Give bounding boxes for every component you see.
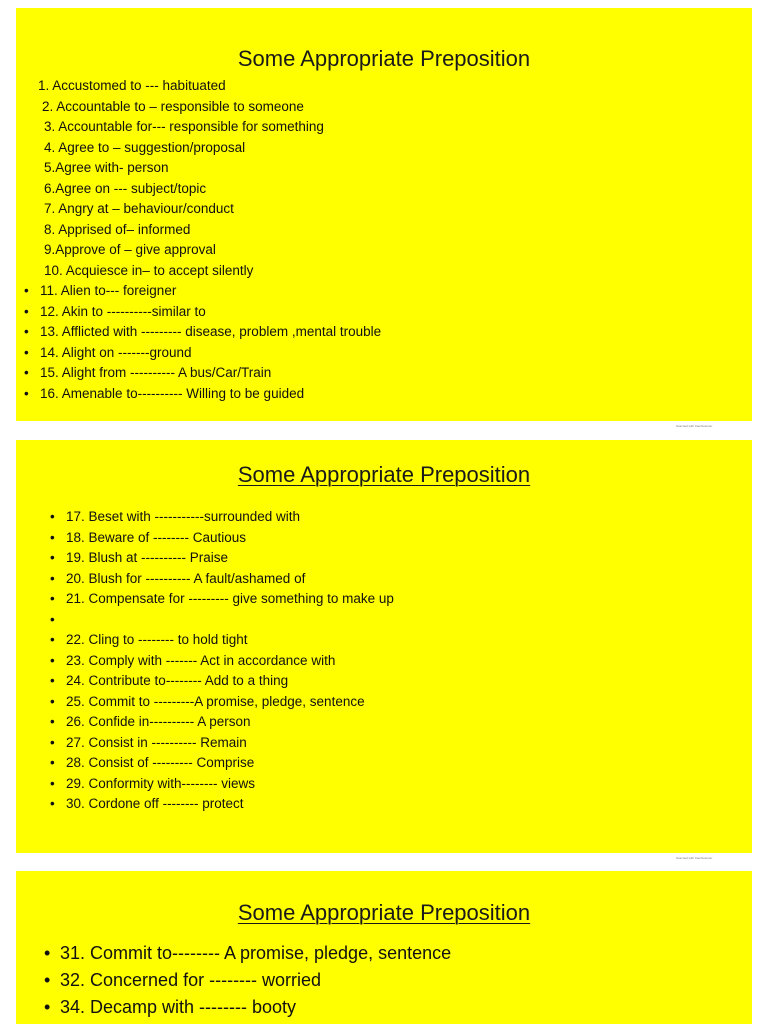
list-item: [50, 794, 394, 815]
bullet-icon: •: [50, 652, 55, 668]
bullet-icon: •: [50, 775, 55, 791]
list-item-text: 28. Consist of --------- Comprise: [66, 755, 255, 770]
list-item: [50, 630, 394, 651]
bullet-icon: •: [50, 591, 55, 606]
list-item: [12, 363, 381, 384]
list-item-text: 11. Alien to--- foreigner: [40, 283, 177, 298]
list-item-text: 22. Cling to -------- to hold tight: [66, 632, 248, 647]
list-item-text: 17. Beset with -----------surrounded with: [66, 509, 301, 524]
list-item: [50, 733, 394, 754]
list-item-text: 10. Acquiesce in– to accept silently: [44, 262, 254, 278]
bullet-icon: •: [50, 632, 55, 647]
bullet-icon: •: [24, 324, 29, 339]
list-item-text: 9.Approve of – give approval: [44, 242, 216, 257]
list-item: [50, 589, 394, 610]
list-item: [50, 753, 394, 774]
list-item: [12, 384, 381, 405]
bullet-icon: •: [50, 734, 55, 750]
bullet-icon: •: [50, 550, 55, 565]
list-item-text: 14. Alight on -------ground: [40, 344, 192, 360]
list-item: [50, 712, 394, 733]
list-item-text: 26. Confide in---------- A person: [66, 714, 251, 729]
list-item: [12, 179, 381, 200]
list-item-text: 5.Agree with- person: [44, 160, 169, 175]
list-item: [50, 692, 394, 713]
bullet-icon: •: [50, 714, 55, 729]
list-item: [12, 322, 381, 343]
list-item: [12, 117, 381, 138]
list-item-text: 34. Decamp with -------- booty: [60, 997, 297, 1017]
list-item-text: 1. Accustomed to --- habituated: [38, 78, 226, 93]
list-item-text: 21. Compensate for --------- give something to make up: [66, 591, 394, 606]
preposition-list-1: [12, 76, 381, 404]
list-item-text: 6.Agree on --- subject/topic: [44, 180, 207, 196]
bullet-icon: •: [50, 529, 55, 545]
list-item-text: 2. Accountable to – responsible to someone: [42, 98, 304, 114]
list-item-text: 19. Blush at ---------- Praise: [66, 550, 229, 565]
bullet-icon: •: [44, 943, 51, 963]
list-item: [12, 76, 381, 97]
slide-title: Some Appropriate Preposition: [237, 900, 531, 925]
bullet-icon: •: [50, 755, 55, 770]
list-item: [50, 610, 394, 631]
list-item: [12, 240, 381, 261]
list-item-text: 3. Accountable for--- responsible for something: [44, 119, 324, 134]
bullet-icon: •: [44, 997, 51, 1017]
bullet-icon: •: [24, 283, 29, 298]
list-item: [46, 994, 451, 1021]
list-item-text: 16. Amenable to---------- Willing to be guided: [40, 385, 305, 401]
list-item-text: 25. Commit to ---------A promise, pledge, sentence: [66, 693, 365, 709]
list-item-text: 7. Angry at – behaviour/conduct: [44, 201, 234, 216]
list-item: [46, 967, 451, 994]
bullet-icon: •: [50, 570, 55, 586]
list-item: [12, 302, 381, 323]
list-item: [12, 261, 381, 282]
list-item-text: 24. Contribute to-------- Add to a thing: [66, 673, 289, 688]
list-item: [50, 569, 394, 590]
preposition-list-3: [46, 940, 451, 1021]
bullet-icon: •: [50, 611, 55, 627]
list-item-text: 8. Apprised of– informed: [44, 221, 191, 237]
list-item-text: 4. Agree to – suggestion/proposal: [44, 139, 246, 155]
list-item: [12, 158, 381, 179]
bullet-icon: •: [44, 970, 51, 990]
list-item: [50, 651, 394, 672]
list-item-text: 32. Concerned for -------- worried: [60, 970, 322, 990]
list-item: [12, 281, 381, 302]
slide-footer: Scanned with CamScanner: [676, 856, 713, 860]
list-item-text: 30. Cordone off -------- protect: [66, 796, 244, 811]
list-item: [12, 199, 381, 220]
preposition-list-2: [50, 507, 394, 815]
list-item: [50, 548, 394, 569]
list-item-text: 23. Comply with ------- Act in accordance with: [66, 652, 336, 668]
slide-footer: Scanned with CamScanner: [676, 424, 713, 428]
list-item: [50, 774, 394, 795]
list-item-text: 27. Consist in ---------- Remain: [66, 734, 247, 750]
slide-title: Some Appropriate Preposition: [237, 46, 531, 71]
slide-title: Some Appropriate Preposition: [237, 462, 531, 487]
bullet-icon: •: [50, 796, 55, 811]
list-item-text: 15. Alight from ---------- A bus/Car/Train: [40, 365, 272, 380]
bullet-icon: •: [50, 509, 55, 524]
list-item: [50, 507, 394, 528]
bullet-icon: •: [24, 303, 29, 319]
list-item: [46, 940, 451, 967]
list-item: [50, 671, 394, 692]
list-item-text: 20. Blush for ---------- A fault/ashamed of: [66, 570, 306, 586]
list-item: [50, 528, 394, 549]
bullet-icon: •: [50, 693, 55, 709]
list-item-text: 13. Afflicted with --------- disease, problem ,mental trouble: [40, 324, 382, 339]
bullet-icon: •: [24, 365, 29, 380]
list-item-text: 31. Commit to-------- A promise, pledge, sentence: [60, 943, 452, 963]
list-item-text: 29. Conformity with-------- views: [66, 775, 256, 791]
list-item: [12, 343, 381, 364]
list-item-text: 18. Beware of -------- Cautious: [66, 529, 247, 545]
list-item: [12, 220, 381, 241]
bullet-icon: •: [24, 344, 29, 360]
list-item: [12, 97, 381, 118]
bullet-icon: •: [24, 385, 29, 401]
bullet-icon: •: [50, 673, 55, 688]
list-item-text: 12. Akin to ----------similar to: [40, 303, 206, 319]
list-item: [12, 138, 381, 159]
